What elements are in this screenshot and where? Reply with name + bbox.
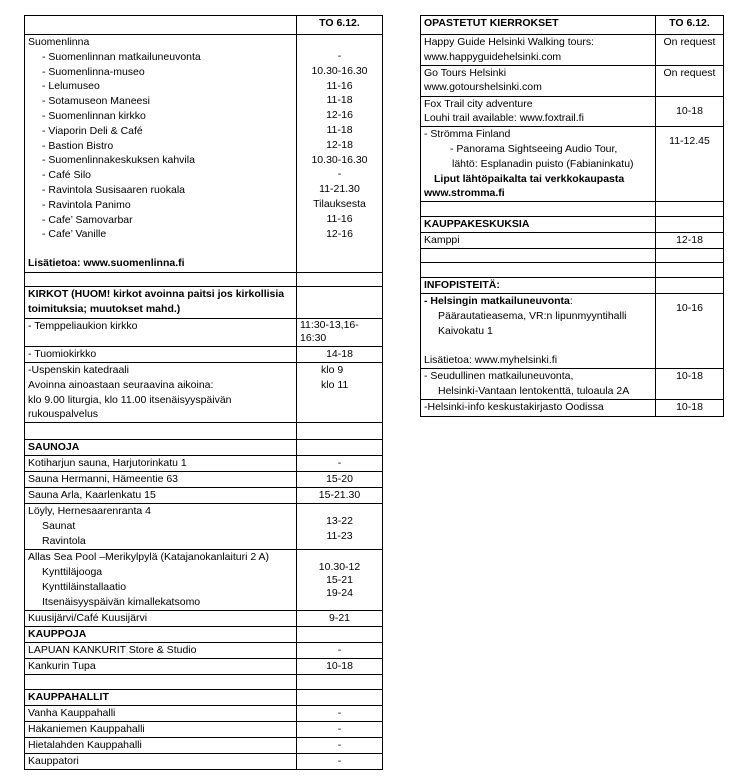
table-cell: 10-18 (297, 659, 383, 675)
tour-link: www.happyguidehelsinki.com (424, 50, 562, 63)
tour-names (421, 35, 656, 66)
kauppahallit-header: KAUPPAHALLIT (25, 690, 297, 706)
spacer (300, 550, 379, 561)
kirkot-header-row (25, 287, 383, 319)
table-cell: Vanha Kauppahalli (25, 706, 297, 722)
table-cell: - (297, 456, 383, 472)
matkailuneuvonta-title: - Helsingin matkailuneuvonta (424, 295, 570, 308)
seudullinen-row (421, 369, 724, 400)
matkailuneuvonta-colon: : (569, 295, 573, 308)
table-cell: Kuusijärvi/Café Kuusijärvi (25, 611, 297, 627)
loyly-values (297, 504, 383, 550)
spacer (28, 242, 293, 256)
list-item: - Suomenlinna-museo (42, 65, 145, 78)
list-item: - Suomenlinnan kirkko (42, 109, 146, 122)
uspenskin-row (25, 363, 383, 423)
tuomiokirkko-name: - Tuomiokirkko (25, 347, 297, 363)
stromma-value: 11-12.45 (656, 127, 724, 202)
seudullinen-names (421, 369, 656, 400)
left-header-row (25, 16, 383, 35)
table-row (25, 706, 383, 722)
table-cell: - (297, 754, 383, 770)
temppeliaukio-name: - Temppeliaukion kirkko (25, 319, 297, 347)
list-item: Itsenäisyyspäivän kimallekatsomo (42, 595, 201, 608)
stromma-sub: lähtö: Esplanadin puisto (Fabianinkatu) (452, 157, 634, 170)
temppeliaukio-value: 11:30-13,16-16:30 (297, 319, 383, 347)
uspenskin-times: klo 9.00 liturgia, klo 11.00 itsenäisyyspäivän rukouspalvelus (28, 393, 232, 421)
matkailuneuvonta-row (421, 294, 724, 369)
list-item: Saunat (42, 519, 76, 532)
matkailuneuvonta-address: Päärautatieasema, VR:n lipunmyyntihalli (438, 309, 627, 322)
right-header-row (421, 16, 724, 35)
list-item-value: 11-18 (326, 94, 353, 107)
suomenlinna-title: Suomenlinna (28, 36, 90, 48)
table-row (25, 754, 383, 770)
loyly-title: Löyly, Hernesaarenranta 4 (28, 505, 151, 518)
table-row (25, 738, 383, 754)
loyly-row (25, 504, 383, 550)
kirkot-header: KIRKOT (HUOM! kirkot avoinna paitsi jos kirkollisia toimituksia; muutokset mahd.) (25, 287, 297, 319)
list-item-value: 11-21.30 (319, 183, 360, 196)
kauppoja-header-row (25, 627, 383, 643)
uspenskin-title: -Uspenskin katedraali (28, 364, 129, 376)
table-cell: 9-21 (297, 611, 383, 627)
list-item-value: 12-18 (326, 138, 353, 151)
matkailuneuvonta-value: 10-16 (656, 294, 724, 369)
seudullinen-address: Helsinki-Vantaan lentokenttä, tuloaula 2A (438, 384, 630, 397)
table-row (25, 722, 383, 738)
matkailuneuvonta-names (421, 294, 656, 369)
table-cell: Hietalahden Kauppahalli (25, 738, 297, 754)
list-item-value: 12-16 (326, 109, 353, 122)
list-item: - Cafe’ Vanille (42, 228, 107, 241)
list-item-value: - (337, 168, 342, 181)
list-item: - Viaporin Deli & Café (42, 124, 143, 137)
seudullinen-value: 10-18 (656, 369, 724, 400)
table-row (25, 456, 383, 472)
tour-names (421, 96, 656, 127)
table-cell: Sauna Arla, Kaarlenkatu 15 (25, 488, 297, 504)
tour-value: On request (656, 35, 724, 66)
tour-title: Go Tours Helsinki (424, 66, 507, 79)
empty-row (25, 423, 383, 440)
right-schedule-table (420, 15, 724, 417)
table-row (421, 96, 724, 127)
tuomiokirkko-value: 14-18 (297, 347, 383, 363)
stromma-sub: - Panorama Sightseeing Audio Tour, (450, 142, 618, 155)
list-item-value: 15-21 (326, 574, 353, 587)
list-item: - Café Silo (42, 169, 92, 182)
list-item: - Sotamuseon Maneesi (42, 95, 150, 108)
empty-row (25, 675, 383, 690)
seudullinen-title: - Seudullinen matkailuneuvonta, (424, 370, 574, 383)
opastetut-header: OPASTETUT KIERROKSET (421, 16, 656, 35)
table-row (421, 233, 724, 249)
table-row (25, 643, 383, 659)
table-cell: - (297, 643, 383, 659)
tour-value: 10-18 (656, 96, 724, 127)
allas-title: Allas Sea Pool –Merikylpylä (Katajanokanlaituri 2 A) (28, 551, 270, 564)
tour-names (421, 65, 656, 96)
tour-title: Happy Guide Helsinki Walking tours: (424, 36, 595, 48)
list-item-value: 13-22 (326, 515, 353, 528)
list-item: Kynttiläjooga (42, 565, 103, 578)
list-item-value: 11-16 (326, 79, 353, 92)
oodi-value: 10-18 (656, 399, 724, 416)
table-cell: Hakaniemen Kauppahalli (25, 722, 297, 738)
table-row (25, 347, 383, 363)
stromma-row (421, 127, 724, 202)
list-item: - Lelumuseo (42, 80, 100, 93)
table-cell: LAPUAN KANKURIT Store & Studio (25, 643, 297, 659)
suomenlinna-values (297, 35, 383, 273)
spacer (300, 35, 379, 49)
table-cell: Sauna Hermanni, Hämeentie 63 (25, 472, 297, 488)
table-cell: - (297, 738, 383, 754)
list-item-value: 11-16 (326, 212, 353, 225)
list-item: Ravintola (42, 534, 86, 547)
tour-value: On request (656, 65, 724, 96)
spacer (300, 504, 379, 514)
empty-row (421, 202, 724, 217)
list-item: - Bastion Bistro (42, 139, 114, 152)
empty-row (421, 249, 724, 263)
saunoja-header-row (25, 440, 383, 456)
table-row (25, 659, 383, 675)
left-header-empty (25, 16, 297, 35)
list-item-value: 10.30-16.30 (311, 153, 368, 166)
left-date-header: TO 6.12. (297, 16, 383, 35)
table-cell: 12-18 (656, 233, 724, 249)
uspenskin-values (297, 363, 383, 423)
tour-link: Louhi trail available: www.foxtrail.fi (424, 112, 584, 125)
kauppoja-header: KAUPPOJA (25, 627, 297, 643)
stromma-link: www.stromma.fi (424, 187, 505, 200)
stromma-names (421, 127, 656, 202)
tour-link: www.gotourshelsinki.com (424, 81, 542, 94)
table-row (25, 488, 383, 504)
list-item: - Ravintola Panimo (42, 198, 131, 211)
saunoja-header: SAUNOJA (25, 440, 297, 456)
tour-title: Fox Trail city adventure (424, 97, 533, 110)
suomenlinna-block (25, 35, 383, 273)
table-row (25, 319, 383, 347)
table-cell: Kauppatori (25, 754, 297, 770)
matkailuneuvonta-more-info: Lisätietoa: www.myhelsinki.fi (424, 353, 558, 366)
list-item: - Suomenlinnakeskuksen kahvila (42, 154, 195, 167)
suomenlinna-names (25, 35, 297, 273)
table-row (25, 472, 383, 488)
stromma-tickets: Liput lähtöpaikalta tai verkkokaupasta (434, 172, 625, 185)
loyly-names (25, 504, 297, 550)
table-row (421, 65, 724, 96)
empty-row (421, 263, 724, 278)
uspenskin-note: Avoinna ainoastaan seuraavina aikoina: (28, 378, 214, 391)
infopisteita-header-row (421, 278, 724, 294)
kauppakeskuksia-header: KAUPPAKESKUKSIA (421, 217, 656, 233)
list-item-value: klo 9 (321, 364, 344, 376)
suomenlinna-more-info: Lisätietoa: www.suomenlinna.fi (28, 257, 185, 270)
matkailuneuvonta-street: Kaivokatu 1 (438, 324, 493, 337)
list-item-value: 10.30-16.30 (311, 64, 368, 77)
list-item: - Ravintola Susisaaren ruokala (42, 183, 185, 196)
list-item-value: 10.30-12 (318, 561, 361, 574)
left-schedule-table (24, 15, 383, 770)
list-item-value: klo 11 (321, 378, 349, 391)
list-item: - Cafe’ Samovarbar (42, 213, 133, 226)
table-cell: 15-21.30 (297, 488, 383, 504)
kauppahallit-header-row (25, 690, 383, 706)
list-item: Kynttiläinstallaatio (42, 580, 127, 593)
list-item-value: 11-23 (326, 529, 353, 542)
uspenskin-names (25, 363, 297, 423)
spacer (424, 339, 652, 353)
table-row (421, 399, 724, 416)
list-item-value: Tilauksesta (313, 197, 366, 210)
allas-values (297, 550, 383, 611)
table-cell: - (297, 722, 383, 738)
table-cell: Kotiharjun sauna, Harjutorinkatu 1 (25, 456, 297, 472)
allas-row (25, 550, 383, 611)
empty-row (25, 273, 383, 287)
right-date-header: TO 6.12. (656, 16, 724, 35)
table-row (421, 35, 724, 66)
allas-names (25, 550, 297, 611)
list-item-value: - (337, 50, 342, 62)
list-item-value: 11-18 (326, 123, 353, 136)
table-row (25, 611, 383, 627)
infopisteita-header: INFOPISTEITÄ: (421, 278, 656, 294)
stromma-title: - Strömma Finland (424, 128, 511, 141)
kauppakeskuksia-header-row (421, 217, 724, 233)
list-item-value: 12-16 (326, 227, 353, 240)
table-cell: - (297, 706, 383, 722)
oodi-name: -Helsinki-info keskustakirjasto Oodissa (421, 399, 656, 416)
list-item: - Suomenlinnan matkailuneuvonta (42, 50, 201, 63)
table-cell: Kamppi (421, 233, 656, 249)
table-cell: Kankurin Tupa (25, 659, 297, 675)
table-cell: 15-20 (297, 472, 383, 488)
list-item-value: 19-24 (326, 587, 353, 600)
